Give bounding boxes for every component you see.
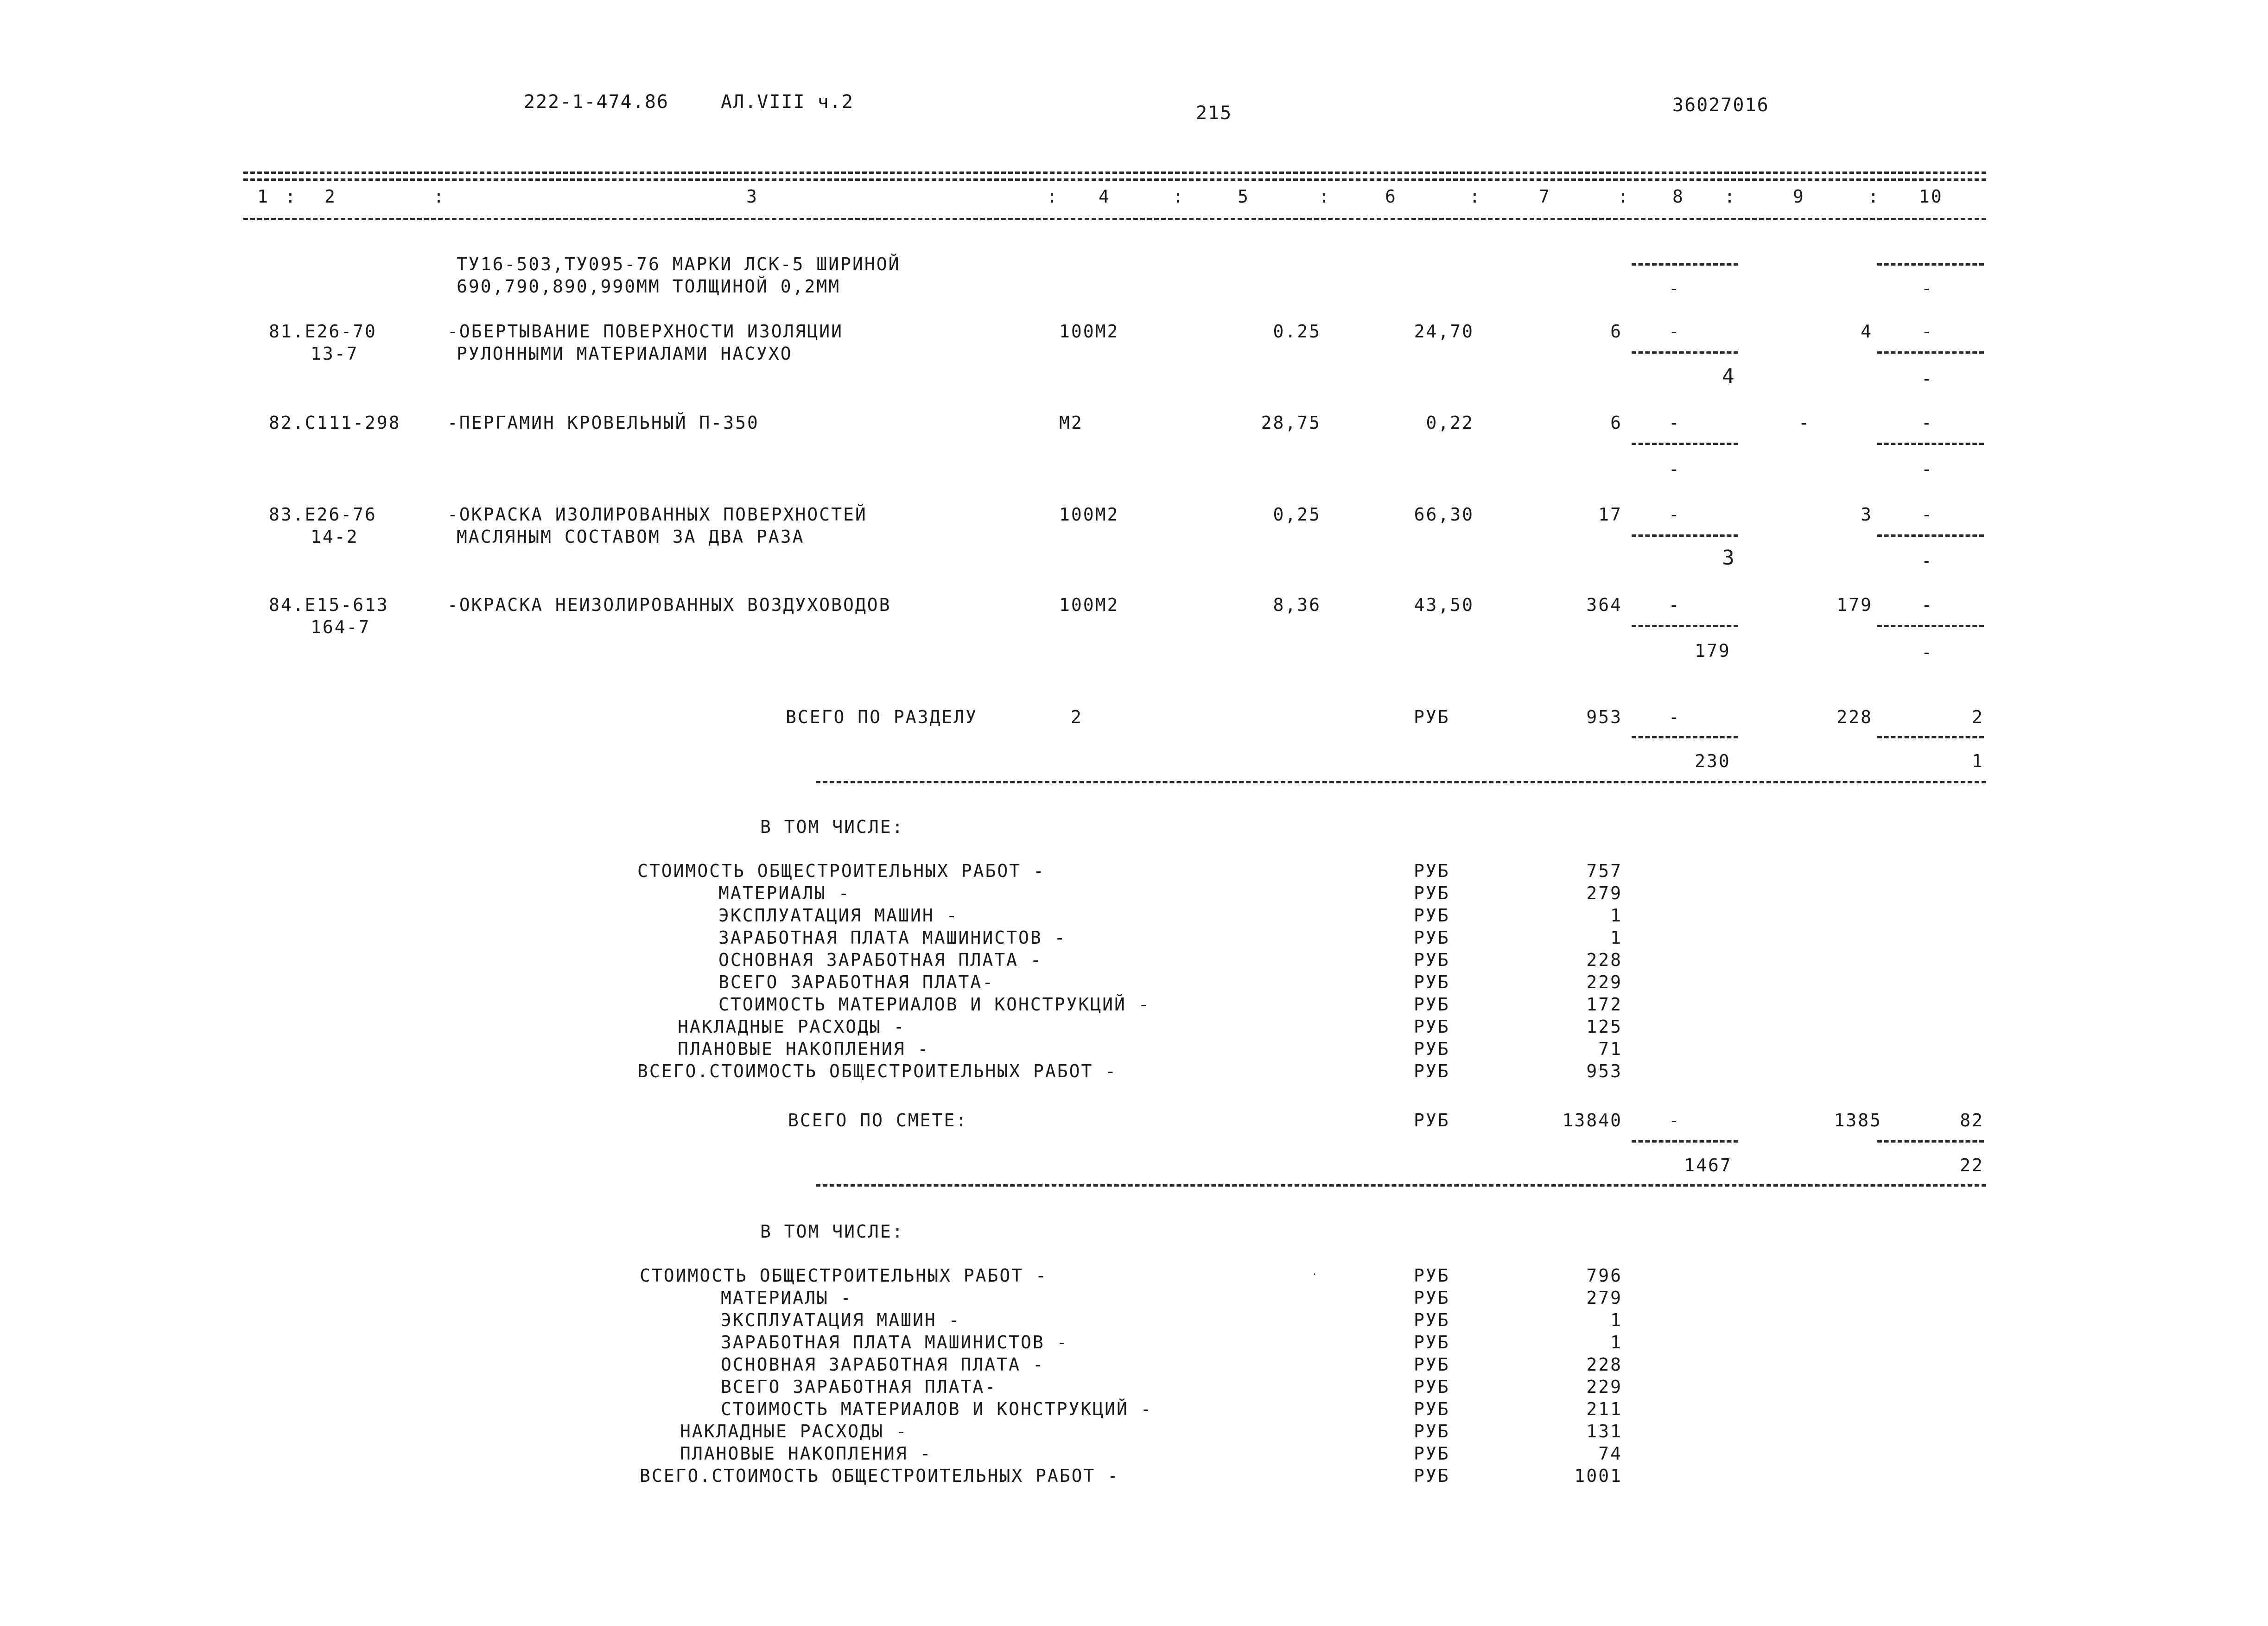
breakdown-value: 172 bbox=[1586, 994, 1622, 1015]
row-total: 6 bbox=[1610, 413, 1622, 433]
breakdown-unit: РУБ bbox=[1414, 927, 1450, 948]
col8-value: - bbox=[1669, 413, 1681, 433]
breakdown-value: 1 bbox=[1610, 1310, 1622, 1330]
document-code: 222-1-474.86 bbox=[524, 91, 669, 113]
breakdown-value: 1 bbox=[1610, 1332, 1622, 1353]
breakdown-unit: РУБ bbox=[1414, 861, 1450, 881]
breakdown-title: В ТОМ ЧИСЛЕ: bbox=[760, 1221, 904, 1242]
page-number: 215 bbox=[1196, 102, 1232, 124]
col10-value: 2 bbox=[1972, 707, 1984, 727]
row-description: РУЛОННЫМИ МАТЕРИАЛАМИ НАСУХО bbox=[457, 343, 793, 364]
col10-sub: - bbox=[1921, 459, 1933, 479]
row-number: 82.С111-298 bbox=[269, 413, 401, 433]
row-description: -ОКРАСКА НЕИЗОЛИРОВАННЫХ ВОЗДУХОВОДОВ bbox=[447, 595, 891, 615]
breakdown-value: 229 bbox=[1586, 972, 1622, 992]
table-top-rule bbox=[243, 171, 1986, 174]
breakdown-label: СТОИМОСТЬ МАТЕРИАЛОВ И КОНСТРУКЦИЙ - bbox=[721, 1399, 1153, 1419]
breakdown-value: 1 bbox=[1610, 927, 1622, 948]
row-description: МАСЛЯНЫМ СОСТАВОМ ЗА ДВА РАЗА bbox=[457, 527, 805, 547]
breakdown-label: ЗАРАБОТНАЯ ПЛАТА МАШИНИСТОВ - bbox=[721, 1332, 1069, 1353]
row-description: -ОБЕРТЫВАНИЕ ПОВЕРХНОСТИ ИЗОЛЯЦИИ bbox=[447, 321, 843, 342]
table-header-rule bbox=[243, 218, 1986, 220]
column-separator: : bbox=[1173, 186, 1185, 207]
column-separator: : bbox=[285, 186, 297, 207]
col8-value: - bbox=[1669, 321, 1681, 342]
breakdown-unit: РУБ bbox=[1414, 1332, 1450, 1353]
breakdown-value: 1001 bbox=[1574, 1466, 1622, 1486]
breakdown-value: 125 bbox=[1586, 1016, 1622, 1037]
column-header: 7 bbox=[1539, 186, 1551, 207]
section-total-unit: РУБ bbox=[1414, 707, 1450, 727]
column-header: 9 bbox=[1793, 186, 1805, 207]
breakdown-label: ЗАРАБОТНАЯ ПЛАТА МАШИНИСТОВ - bbox=[718, 927, 1067, 948]
estimate-total-label: ВСЕГО ПО СМЕТЕ: bbox=[788, 1110, 968, 1131]
breakdown-label: МАТЕРИАЛЫ - bbox=[721, 1288, 853, 1308]
row-number: 83.Е26-76 bbox=[269, 504, 377, 525]
breakdown-value: 1 bbox=[1610, 905, 1622, 926]
breakdown-unit: РУБ bbox=[1414, 1443, 1450, 1464]
section-total-label: ВСЕГО ПО РАЗДЕЛУ bbox=[786, 707, 978, 727]
breakdown-value: 229 bbox=[1586, 1377, 1622, 1397]
col8-sub: 4 bbox=[1722, 364, 1736, 388]
estimate-rule bbox=[816, 1184, 1986, 1187]
col10-value: - bbox=[1921, 504, 1933, 525]
breakdown-value: 279 bbox=[1586, 1288, 1622, 1308]
row-number: 84.Е15-613 bbox=[269, 595, 389, 615]
column-separator: : bbox=[433, 186, 445, 207]
row-unit-price: 66,30 bbox=[1414, 504, 1474, 525]
col9-value: 1385 bbox=[1834, 1110, 1882, 1131]
breakdown-unit: РУБ bbox=[1414, 1039, 1450, 1059]
row-code: 13-7 bbox=[311, 343, 359, 364]
row-description: -ПЕРГАМИН КРОВЕЛЬНЫЙ П-350 bbox=[447, 413, 759, 433]
fraction-bar bbox=[1877, 534, 1984, 537]
col9-value: - bbox=[1798, 413, 1811, 433]
col8-value: - bbox=[1669, 504, 1681, 525]
row-quantity: 0.25 bbox=[1273, 321, 1321, 342]
section-total-value: 953 bbox=[1586, 707, 1622, 727]
table-top-rule-2 bbox=[243, 178, 1986, 181]
breakdown-unit: РУБ bbox=[1414, 1061, 1450, 1081]
row-unit-price: 24,70 bbox=[1414, 321, 1474, 342]
fraction-bar bbox=[1877, 1140, 1984, 1143]
fraction-bar bbox=[1877, 263, 1984, 266]
row-code: 14-2 bbox=[311, 527, 359, 547]
breakdown-unit: РУБ bbox=[1414, 1310, 1450, 1330]
col10-value: - bbox=[1921, 595, 1933, 615]
breakdown-unit: РУБ bbox=[1414, 1421, 1450, 1442]
breakdown-unit: РУБ bbox=[1414, 972, 1450, 992]
breakdown-unit: РУБ bbox=[1414, 1016, 1450, 1037]
breakdown-label: ВСЕГО.СТОИМОСТЬ ОБЩЕСТРОИТЕЛЬНЫХ РАБОТ - bbox=[640, 1466, 1120, 1486]
section-number: 2 bbox=[1071, 707, 1083, 727]
fraction-bar bbox=[1632, 351, 1738, 354]
breakdown-unit: РУБ bbox=[1414, 1288, 1450, 1308]
column-header: 3 bbox=[746, 186, 758, 207]
estimate-total-value: 13840 bbox=[1562, 1110, 1622, 1131]
col8-sub: 3 bbox=[1722, 546, 1736, 570]
breakdown-unit: РУБ bbox=[1414, 1377, 1450, 1397]
row-quantity: 0,25 bbox=[1273, 504, 1321, 525]
breakdown-unit: РУБ bbox=[1414, 905, 1450, 926]
inventory-number: 36027016 bbox=[1672, 95, 1769, 116]
breakdown-label: ВСЕГО ЗАРАБОТНАЯ ПЛАТА- bbox=[721, 1377, 997, 1397]
column-separator: : bbox=[1868, 186, 1880, 207]
breakdown-unit: РУБ bbox=[1414, 950, 1450, 970]
row-description: ТУ16-503,ТУ095-76 МАРКИ ЛСК-5 ШИРИНОЙ bbox=[457, 254, 901, 274]
column-separator: : bbox=[1724, 186, 1736, 207]
breakdown-unit: РУБ bbox=[1414, 883, 1450, 903]
breakdown-unit: РУБ bbox=[1414, 1466, 1450, 1486]
breakdown-label: НАКЛАДНЫЕ РАСХОДЫ - bbox=[680, 1421, 908, 1442]
row-unit: 100М2 bbox=[1059, 321, 1119, 342]
breakdown-label: ЭКСПЛУАТАЦИЯ МАШИН - bbox=[721, 1310, 961, 1330]
breakdown-label: ПЛАНОВЫЕ НАКОПЛЕНИЯ - bbox=[680, 1443, 932, 1464]
column-separator: : bbox=[1319, 186, 1331, 207]
breakdown-value: 796 bbox=[1586, 1265, 1622, 1286]
breakdown-unit: РУБ bbox=[1414, 1399, 1450, 1419]
fraction-bar bbox=[1877, 625, 1984, 627]
col8-sub: 230 bbox=[1695, 751, 1731, 771]
col8-sub: - bbox=[1669, 278, 1681, 299]
col10-sub: 1 bbox=[1972, 751, 1984, 771]
breakdown-label: НАКЛАДНЫЕ РАСХОДЫ - bbox=[678, 1016, 906, 1037]
col8-value: - bbox=[1669, 1110, 1681, 1131]
fraction-bar bbox=[1877, 736, 1984, 738]
breakdown-value: 71 bbox=[1598, 1039, 1622, 1059]
row-unit: М2 bbox=[1059, 413, 1083, 433]
fraction-bar bbox=[1632, 625, 1738, 627]
col10-sub: - bbox=[1921, 368, 1933, 389]
breakdown-label: СТОИМОСТЬ МАТЕРИАЛОВ И КОНСТРУКЦИЙ - bbox=[718, 994, 1150, 1015]
row-unit: 100М2 bbox=[1059, 504, 1119, 525]
row-description: 690,790,890,990ММ ТОЛЩИНОЙ 0,2ММ bbox=[457, 276, 841, 297]
column-header: 4 bbox=[1099, 186, 1111, 207]
breakdown-label: СТОИМОСТЬ ОБЩЕСТРОИТЕЛЬНЫХ РАБОТ - bbox=[640, 1265, 1048, 1286]
breakdown-label: ПЛАНОВЫЕ НАКОПЛЕНИЯ - bbox=[678, 1039, 930, 1059]
row-description: -ОКРАСКА ИЗОЛИРОВАННЫХ ПОВЕРХНОСТЕЙ bbox=[447, 504, 867, 525]
estimate-total-unit: РУБ bbox=[1414, 1110, 1450, 1131]
breakdown-label: ВСЕГО ЗАРАБОТНАЯ ПЛАТА- bbox=[718, 972, 995, 992]
col8-sub: - bbox=[1669, 459, 1681, 479]
fraction-bar bbox=[1632, 1140, 1738, 1143]
breakdown-title: В ТОМ ЧИСЛЕ: bbox=[760, 817, 904, 837]
breakdown-value: 211 bbox=[1586, 1399, 1622, 1419]
row-quantity: 8,36 bbox=[1273, 595, 1321, 615]
breakdown-unit: РУБ bbox=[1414, 1354, 1450, 1375]
row-total: 17 bbox=[1598, 504, 1622, 525]
row-unit-price: 43,50 bbox=[1414, 595, 1474, 615]
col10-value: - bbox=[1921, 321, 1933, 342]
breakdown-label: ОСНОВНАЯ ЗАРАБОТНАЯ ПЛАТА - bbox=[718, 950, 1042, 970]
breakdown-value: 953 bbox=[1586, 1061, 1622, 1081]
column-header: 5 bbox=[1238, 186, 1250, 207]
col8-sub: 1467 bbox=[1684, 1155, 1732, 1175]
column-header: 2 bbox=[324, 186, 337, 207]
fraction-bar bbox=[1632, 443, 1738, 445]
col10-sub: - bbox=[1921, 642, 1933, 662]
column-header: 8 bbox=[1672, 186, 1684, 207]
breakdown-value: 131 bbox=[1586, 1421, 1622, 1442]
col10-value: - bbox=[1921, 413, 1933, 433]
col10-sub: - bbox=[1921, 551, 1933, 571]
fraction-bar bbox=[1632, 534, 1738, 537]
row-unit-price: 0,22 bbox=[1426, 413, 1474, 433]
col8-sub: 179 bbox=[1695, 641, 1731, 661]
breakdown-unit: РУБ bbox=[1414, 994, 1450, 1015]
row-total: 6 bbox=[1610, 321, 1622, 342]
col9-value: 179 bbox=[1836, 595, 1873, 615]
section-rule bbox=[816, 781, 1986, 783]
breakdown-label: СТОИМОСТЬ ОБЩЕСТРОИТЕЛЬНЫХ РАБОТ - bbox=[637, 861, 1045, 881]
breakdown-value: 279 bbox=[1586, 883, 1622, 903]
breakdown-label: ЭКСПЛУАТАЦИЯ МАШИН - bbox=[718, 905, 959, 926]
column-separator: : bbox=[1469, 186, 1481, 207]
col9-value: 4 bbox=[1861, 321, 1873, 342]
breakdown-label: ВСЕГО.СТОИМОСТЬ ОБЩЕСТРОИТЕЛЬНЫХ РАБОТ - bbox=[637, 1061, 1118, 1081]
breakdown-label: МАТЕРИАЛЫ - bbox=[718, 883, 851, 903]
row-quantity: 28,75 bbox=[1261, 413, 1321, 433]
col10-sub: 22 bbox=[1960, 1155, 1984, 1175]
breakdown-value: 228 bbox=[1586, 1354, 1622, 1375]
column-header: 10 bbox=[1919, 186, 1943, 207]
fraction-bar bbox=[1632, 736, 1738, 738]
col8-value: - bbox=[1669, 707, 1681, 727]
column-header: 6 bbox=[1385, 186, 1397, 207]
column-separator: : bbox=[1047, 186, 1059, 207]
column-header: 1 bbox=[257, 186, 269, 207]
fraction-bar bbox=[1632, 263, 1738, 266]
row-total: 364 bbox=[1586, 595, 1622, 615]
col10-value: 82 bbox=[1960, 1110, 1984, 1131]
row-unit: 100М2 bbox=[1059, 595, 1119, 615]
col10-sub: - bbox=[1921, 278, 1933, 299]
col9-value: 3 bbox=[1861, 504, 1873, 525]
scan-dot: · bbox=[1312, 1269, 1319, 1280]
col9-value: 228 bbox=[1836, 707, 1873, 727]
breakdown-label: ОСНОВНАЯ ЗАРАБОТНАЯ ПЛАТА - bbox=[721, 1354, 1045, 1375]
breakdown-unit: РУБ bbox=[1414, 1265, 1450, 1286]
breakdown-value: 74 bbox=[1598, 1443, 1622, 1464]
column-separator: : bbox=[1618, 186, 1630, 207]
fraction-bar bbox=[1877, 443, 1984, 445]
row-code: 164-7 bbox=[311, 617, 371, 637]
album-label: АЛ.VIII ч.2 bbox=[721, 91, 854, 113]
fraction-bar bbox=[1877, 351, 1984, 354]
breakdown-value: 228 bbox=[1586, 950, 1622, 970]
breakdown-value: 757 bbox=[1586, 861, 1622, 881]
col8-value: - bbox=[1669, 595, 1681, 615]
row-number: 81.Е26-70 bbox=[269, 321, 377, 342]
